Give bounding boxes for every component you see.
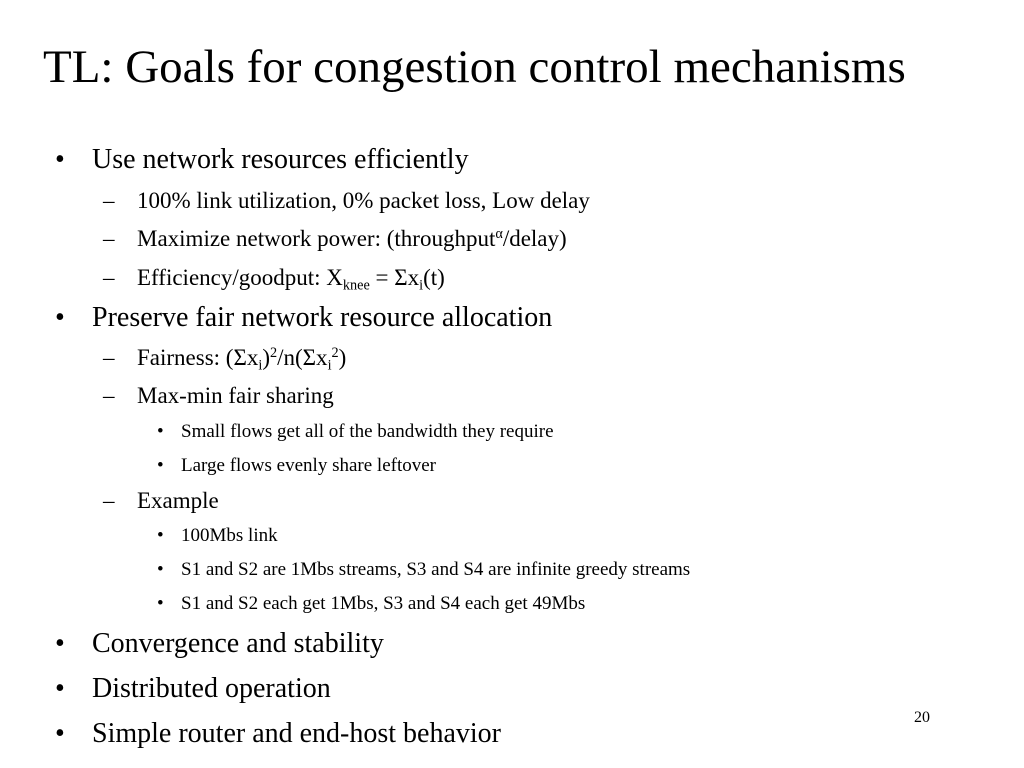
dash-marker: – [103, 345, 115, 370]
bullet-marker: • [157, 455, 164, 476]
subscript: i [258, 357, 263, 374]
subsubbullet-text: Large flows evenly share leftover [181, 455, 436, 476]
text-part: ) [262, 345, 270, 370]
subbullet-text: Max-min fair sharing [137, 383, 334, 408]
subbullet-text: 100% link utilization, 0% packet loss, Low delay [137, 188, 590, 213]
bullet-text: Simple router and end-host behavior [92, 718, 502, 749]
bullet-text: Preserve fair network resource allocation [92, 302, 553, 333]
subscript: knee [342, 277, 370, 294]
dash-marker: – [103, 188, 115, 213]
superscript: 2 [331, 345, 339, 362]
text-part: /delay) [502, 226, 567, 251]
subsubbullet-text: Small flows get all of the bandwidth they require [181, 421, 554, 442]
subbullet-text: Example [137, 488, 219, 513]
bullet-text: Distributed operation [92, 673, 331, 704]
bullet-marker: • [55, 144, 65, 175]
bullet-marker: • [55, 718, 65, 749]
slide-title: TL: Goals for congestion control mechanisms [43, 41, 906, 93]
subbullet-text [137, 344, 346, 372]
subbullet-text [137, 225, 567, 253]
text-part: Fairness: (Σx [137, 345, 259, 370]
superscript: 2 [270, 345, 278, 362]
text-part: Maximize network power: (throughput [137, 226, 496, 251]
page-number: 20 [914, 709, 930, 726]
text-part: Efficiency/goodput: X [137, 265, 343, 290]
subsubbullet-text: S1 and S2 each get 1Mbs, S3 and S4 each get 49Mbs [181, 593, 586, 614]
text-part: /n(Σx [277, 345, 328, 370]
bullet-marker: • [157, 559, 164, 580]
subsubbullet-text: 100Mbs link [181, 525, 278, 546]
dash-marker: – [103, 265, 115, 290]
dash-marker: – [103, 488, 115, 513]
text-part: (t) [423, 265, 445, 290]
bullet-text: Convergence and stability [92, 628, 384, 659]
bullet-marker: • [157, 593, 164, 614]
bullet-marker: • [55, 673, 65, 704]
text-part: ) [338, 345, 347, 370]
subsubbullet-text: S1 and S2 are 1Mbs streams, S3 and S4 are infinite greedy streams [181, 559, 691, 580]
subbullet-text [137, 264, 445, 292]
text-part: = Σx [369, 265, 420, 290]
bullet-marker: • [55, 628, 65, 659]
dash-marker: – [103, 383, 115, 408]
bullet-marker: • [157, 525, 164, 546]
bullet-text: Use network resources efficiently [92, 144, 469, 175]
bullet-marker: • [55, 302, 65, 333]
superscript: α [495, 226, 503, 243]
subscript: i [419, 277, 424, 294]
dash-marker: – [103, 226, 115, 251]
subscript: i [327, 357, 332, 374]
bullet-marker: • [157, 421, 164, 442]
